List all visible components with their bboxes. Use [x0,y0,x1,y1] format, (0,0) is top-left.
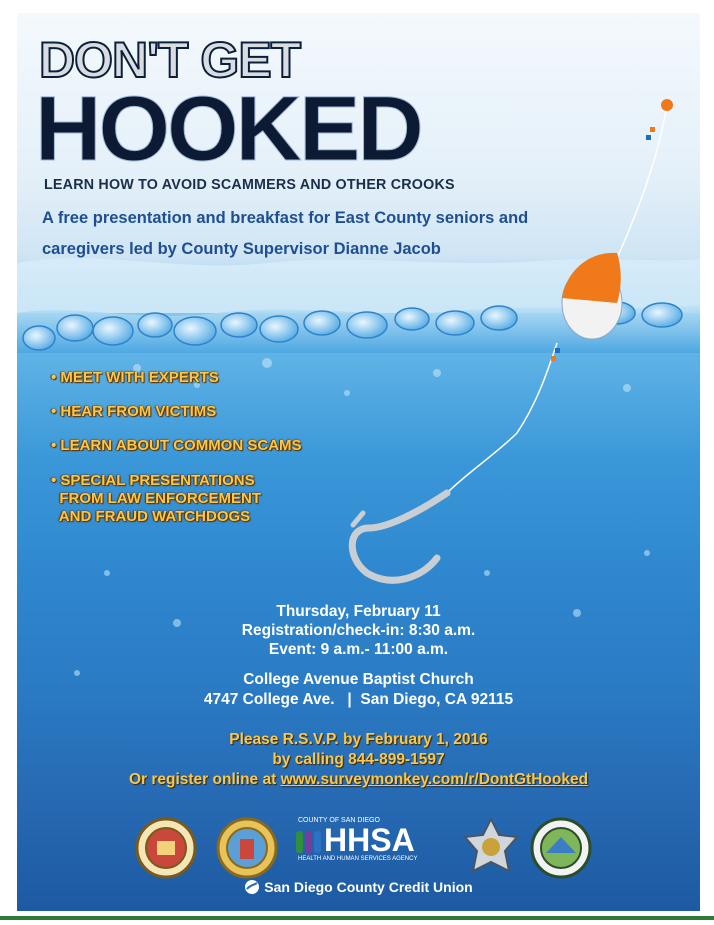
supervisor-seal-icon [216,817,278,879]
list-item-continued: FROM LAW ENFORCEMENT [59,490,261,507]
list-item: • SPECIAL PRESENTATIONS [51,472,255,489]
headline-main: HOOKED [35,78,421,180]
list-item: • HEAR FROM VICTIMS [51,403,217,420]
flyer [17,13,700,911]
hhsa-logo: COUNTY OF SAN DIEGO HHSA HEALTH AND HUMAN SERVICES AGENCY [294,817,454,867]
sheriff-badge-icon [463,817,519,877]
event-date: Thursday, February 11 [276,603,441,620]
rsvp-phone: by calling 844-899-1597 [272,751,445,768]
intro-line-2: caregivers led by County Supervisor Dianne Jacob [42,240,441,258]
county-seal-icon [135,817,197,879]
credit-union-logo: San Diego County Credit Union [17,879,700,895]
bottom-divider [0,916,714,920]
subtitle: LEARN HOW TO AVOID SCAMMERS AND OTHER CROOKS [44,177,455,193]
event-address: 4747 College Ave. | San Diego, CA 92115 [203,691,514,708]
event-venue: College Avenue Baptist Church [243,671,474,688]
people-icon [294,825,324,855]
event-time: Event: 9 a.m.- 11:00 a.m. [268,641,449,658]
list-item-continued: AND FRAUD WATCHDOGS [58,508,251,525]
district-attorney-seal-icon [530,817,592,879]
event-registration: Registration/check-in: 8:30 a.m. [241,622,476,639]
rsvp-online: Or register online at www.surveymonkey.com/r/DontGtHooked [128,771,589,788]
intro-line-1: A free presentation and breakfast for East County seniors and [42,209,529,227]
intro-text [42,203,562,265]
headline-top: DON'T GET [39,32,301,88]
rsvp-deadline: Please R.S.V.P. by February 1, 2016 [229,731,488,748]
swoosh-icon [244,879,260,895]
list-item: • MEET WITH EXPERTS [51,369,219,386]
registration-link[interactable]: www.surveymonkey.com/r/DontGtHooked [280,771,589,788]
list-item: • LEARN ABOUT COMMON SCAMS [51,437,302,454]
fish-hook-illustration [352,493,447,580]
